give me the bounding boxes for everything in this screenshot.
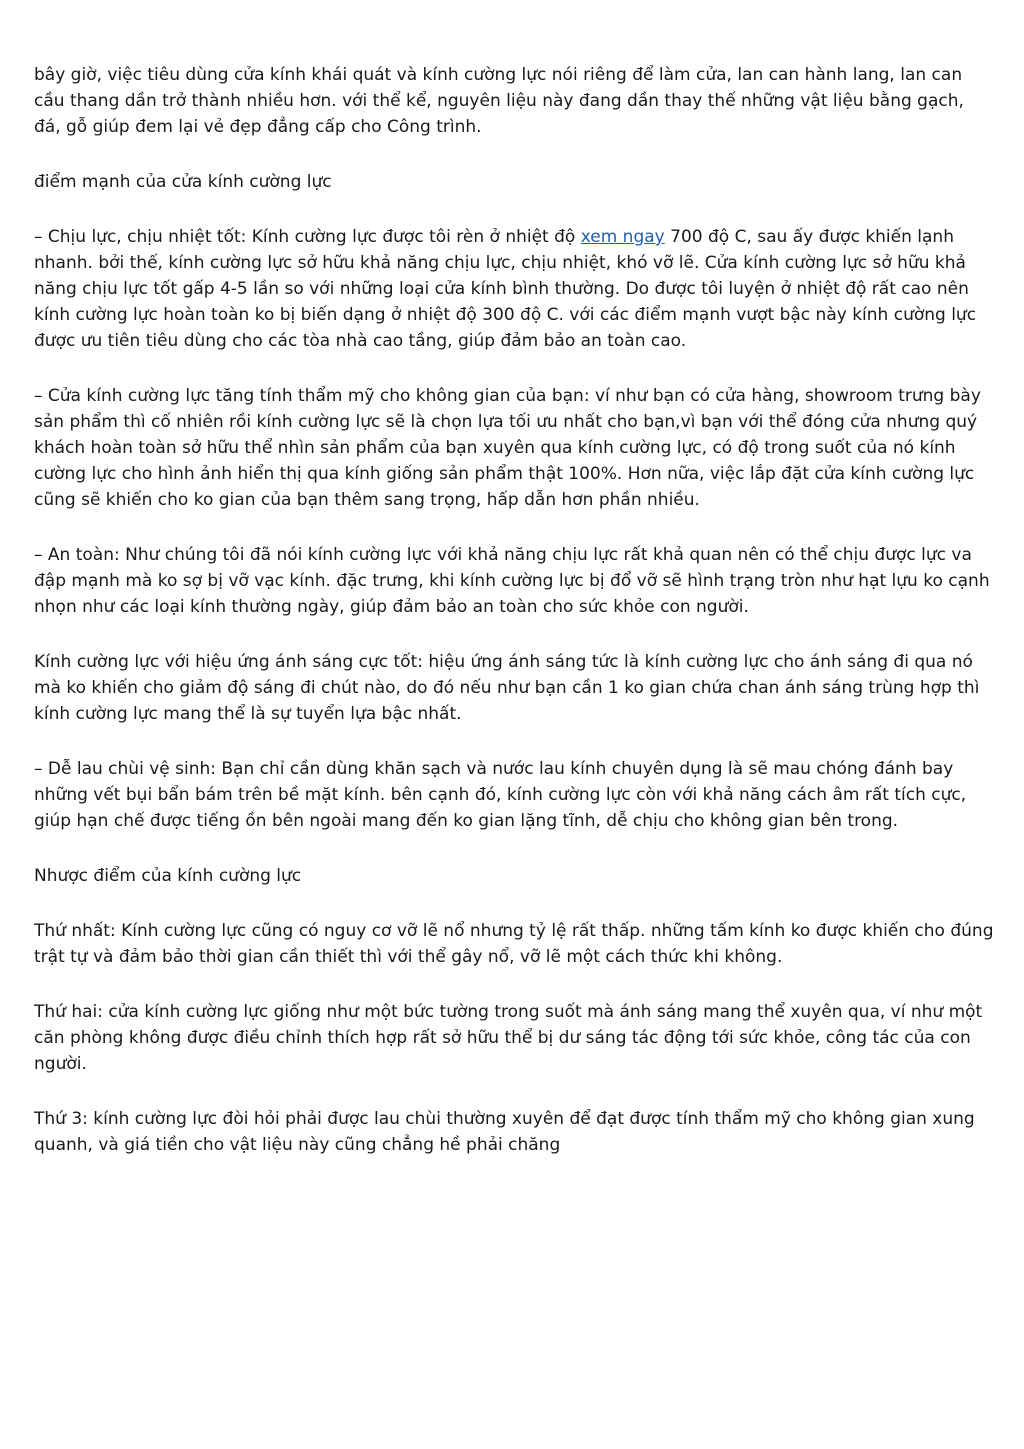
disadvantage-second-paragraph: Thứ hai: cửa kính cường lực giống như một bức tường trong suốt mà ánh sáng mang thể xuyên qua, ví như một căn phòng không được điều chỉnh thích hợp rất sở hữu thể bị dư sáng tác động tới sức khỏe, công tác của con người. [34, 1002, 983, 1074]
advantages-heading: điểm mạnh của cửa kính cường lực [34, 172, 332, 192]
disadvantages-heading: Nhược điểm của kính cường lực [34, 866, 302, 886]
aesthetics-paragraph: – Cửa kính cường lực tăng tính thẩm mỹ cho không gian của bạn: ví như bạn có cửa hàng, showroom trưng bày sản phẩm thì cố nhiên rồi kính cường lực sẽ là chọn lựa tối ưu nhất cho bạn,vì bạn với thể đóng cửa nhưng quý khách hoàn toàn sở hữu thể nhìn sản phẩm của bạn xuyên qua kính cường lực, có độ trong suốt của nó kính cường lực cho hình ảnh hiển thị qua kính giống sản phẩm thật 100%. Hơn nữa, việc lắp đặt cửa kính cường lực cũng sẽ khiến cho ko gian của bạn thêm sang trọng, hấp dẫn hơn phần nhiều. [34, 386, 981, 510]
heat-resistance-text-end: 700 độ C, sau ấy được khiến lạnh nhanh. bởi thế, kính cường lực sở hữu khả năng chịu lực, chịu nhiệt, khó vỡ lẽ. Cửa kính cường lực sở hữu khả năng chịu lực tốt gấp 4-5 lần so với những loại cửa kính bình thường. Do được tôi luyện ở nhiệt độ rất cao nên kính cường lực hoàn toàn ko bị biến dạng ở nhiệt độ 300 độ C. với các điểm mạnh vượt bậc này kính cường lực được ưu tiên tiêu dùng cho các tòa nhà cao tầng, giúp đảm bảo an toàn cao. [34, 227, 977, 351]
intro-paragraph: bây giờ, việc tiêu dùng cửa kính khái quát và kính cường lực nói riêng để làm cửa, lan can hành lang, lan can cầu thang dần trở thành nhiều hơn. với thể kể, nguyên liệu này đang dần thay thế những vật liệu bằng gạch, đá, gỗ giúp đem lại vẻ đẹp đẳng cấp cho Công trình. [34, 65, 964, 137]
heat-resistance-text-start: – Chịu lực, chịu nhiệt tốt: Kính cường lực được tôi rèn ở nhiệt độ [34, 227, 581, 247]
disadvantage-third-paragraph: Thứ 3: kính cường lực đòi hỏi phải được lau chùi thường xuyên để đạt được tính thẩm mỹ cho không gian xung quanh, và giá tiền cho vật liệu này cũng chẳng hề phải chăng [34, 1109, 975, 1155]
xem-ngay-link[interactable]: xem ngay [580, 227, 665, 247]
document-body [34, 62, 994, 1187]
safety-paragraph: – An toàn: Như chúng tôi đã nói kính cường lực với khả năng chịu lực rất khả quan nên có thể chịu được lực va đập mạnh mà ko sợ bị vỡ vạc kính. đặc trưng, khi kính cường lực bị đổ vỡ sẽ hình trạng tròn như hạt lựu ko cạnh nhọn như các loại kính thường ngày, giúp đảm bảo an toàn cho sức khỏe con người. [34, 545, 990, 617]
heat-resistance-paragraph [34, 224, 994, 354]
light-effect-paragraph: Kính cường lực với hiệu ứng ánh sáng cực tốt: hiệu ứng ánh sáng tức là kính cường lực cho ánh sáng đi qua nó mà ko khiến cho giảm độ sáng đi chút nào, do đó nếu như bạn cần 1 ko gian chứa chan ánh sáng trùng hợp thì kính cường lực mang thể là sự tuyển lựa bậc nhất. [34, 652, 980, 724]
cleaning-paragraph: – Dễ lau chùi vệ sinh: Bạn chỉ cần dùng khăn sạch và nước lau kính chuyên dụng là sẽ mau chóng đánh bay những vết bụi bẩn bám trên bề mặt kính. bên cạnh đó, kính cường lực còn với khả năng cách âm rất tích cực, giúp hạn chế được tiếng ồn bên ngoài mang đến ko gian lặng tĩnh, dễ chịu cho không gian bên trong. [34, 759, 967, 831]
disadvantage-first-paragraph: Thứ nhất: Kính cường lực cũng có nguy cơ vỡ lẽ nổ nhưng tỷ lệ rất thấp. những tấm kính ko được khiến cho đúng trật tự và đảm bảo thời gian cần thiết thì với thể gây nổ, vỡ lẽ một cách thức khi không. [34, 921, 994, 967]
